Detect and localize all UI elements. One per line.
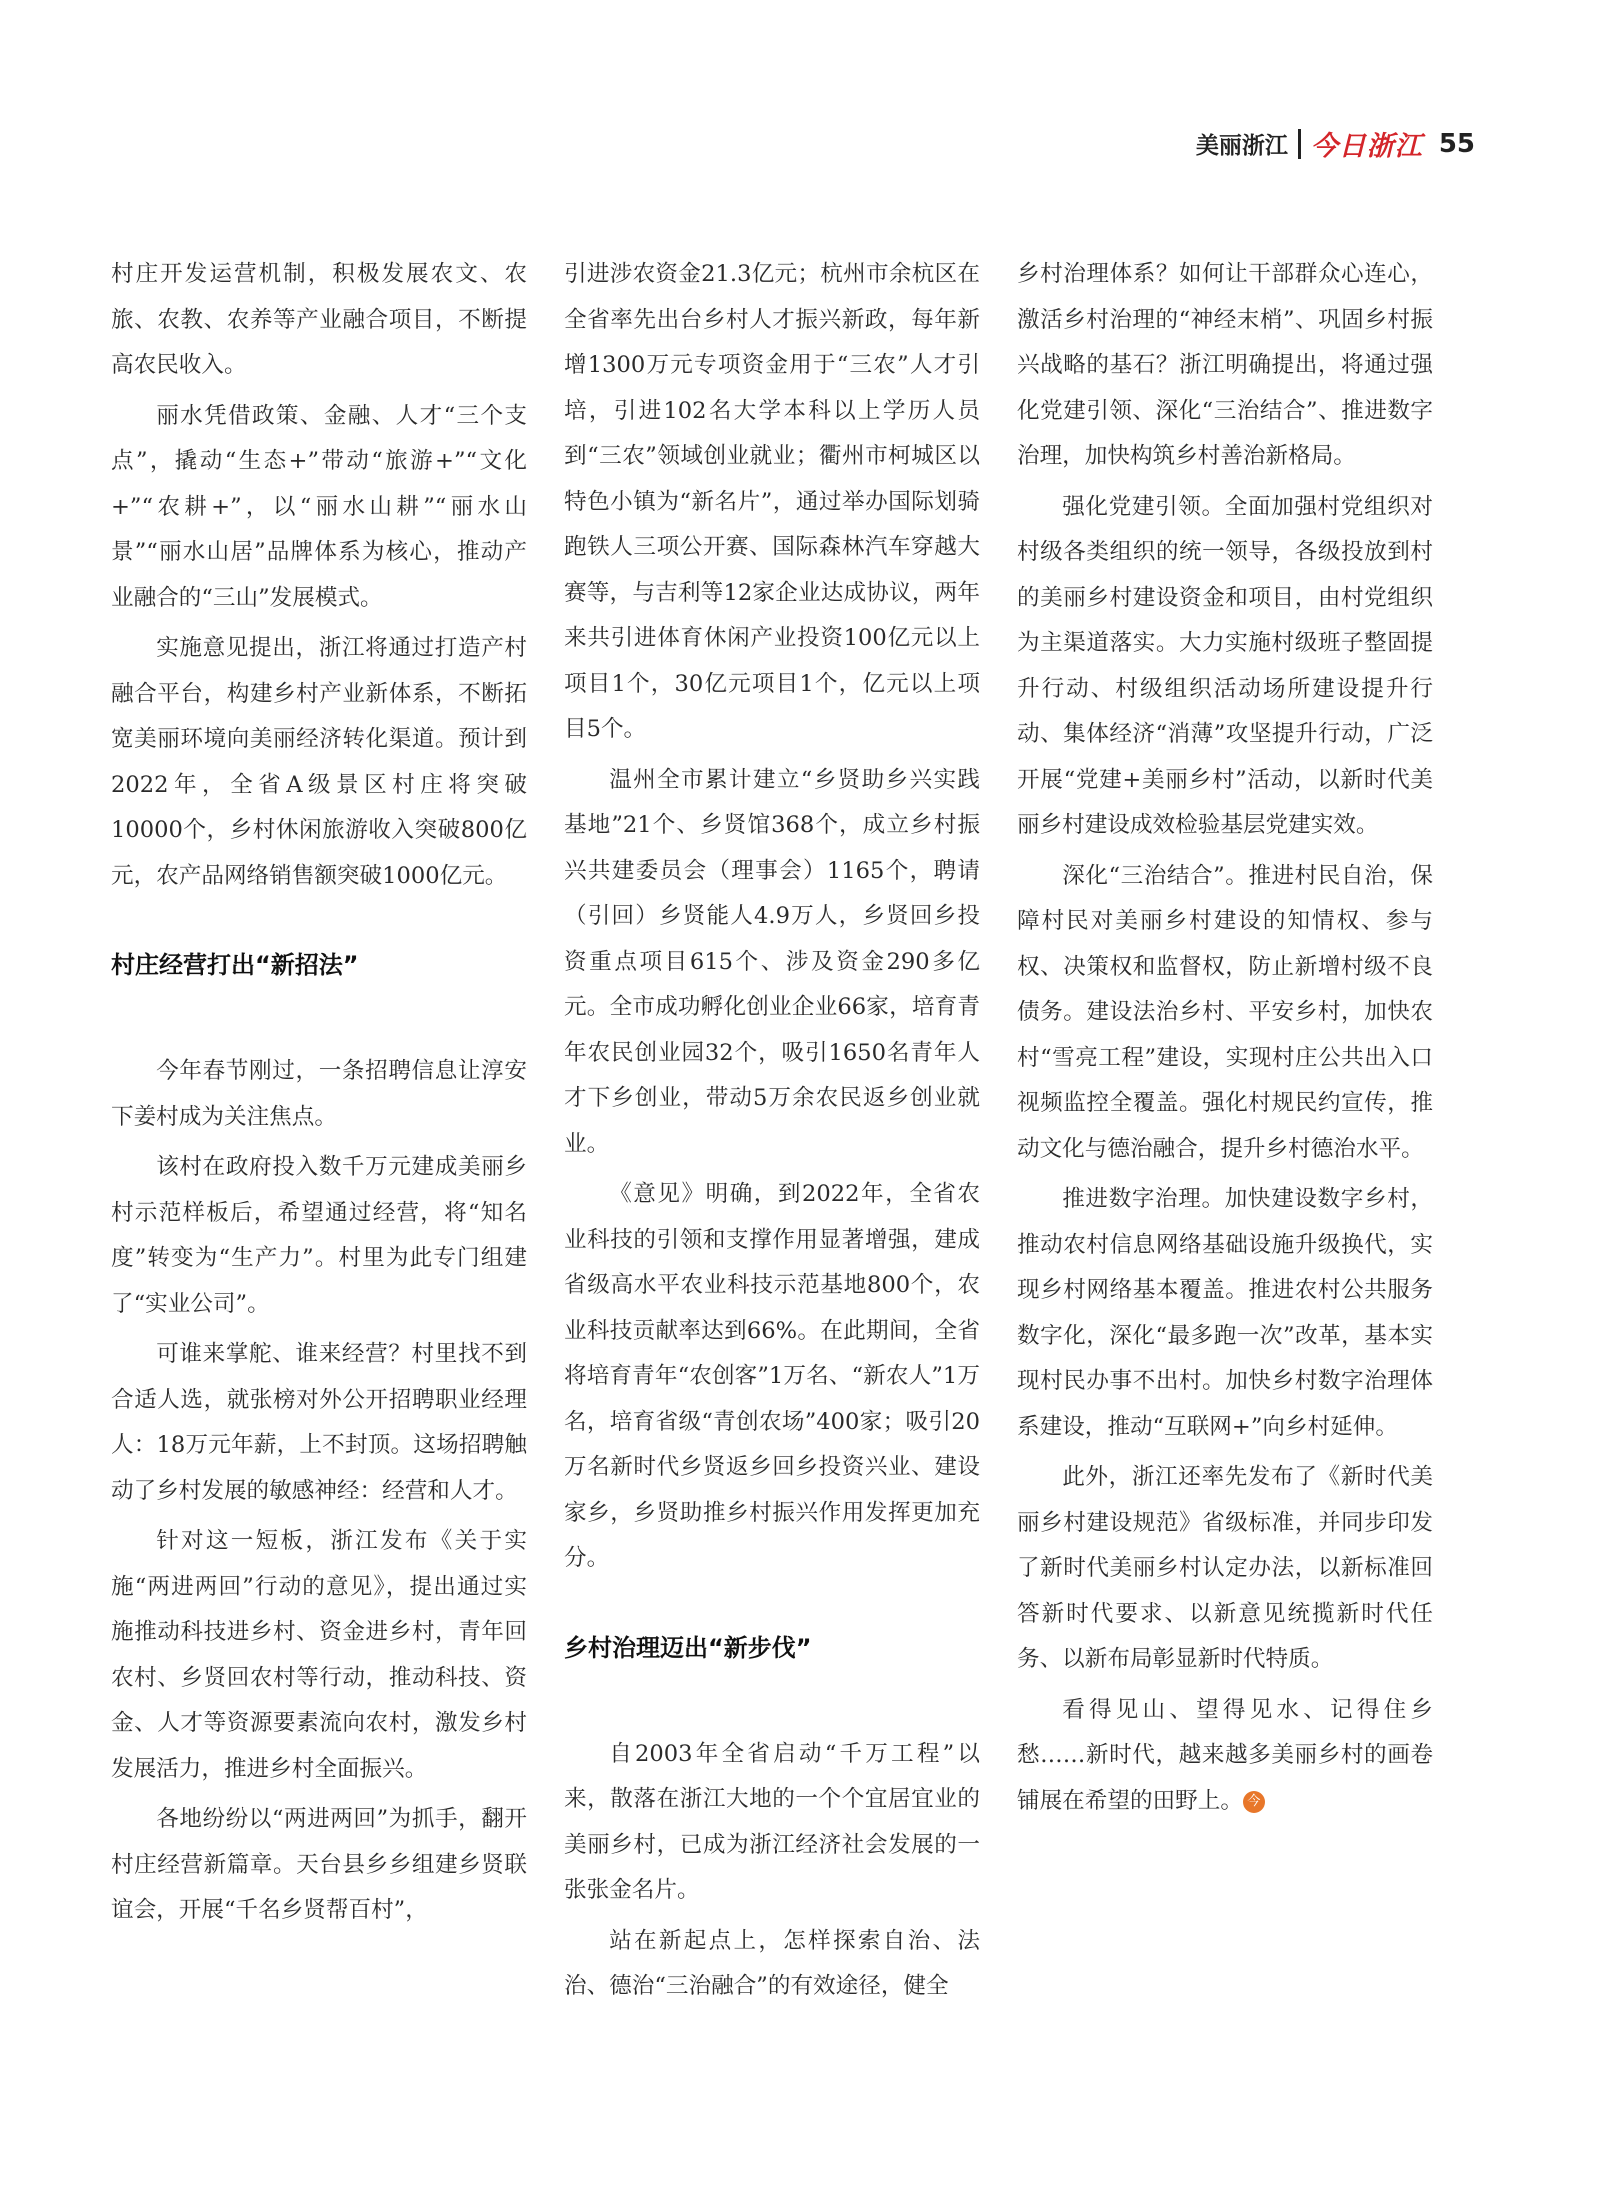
paragraph: 针对这一短板，浙江发布《关于实施“两进两回”行动的意见》，提出通过实施推动科技进乡村、资金进乡村，青年回农村、乡贤回农村等行动，推动科技、资金、人才等资源要素流向农村，激发乡村发展活力，推进乡村全面振兴。 xyxy=(111,1528,527,1782)
paragraph: 深化“三治结合”。推进村民自治，保障村民对美丽乡村建设的知情权、参与权、决策权和监督权，防止新增村级不良债务。建设法治乡村、平安乡村，加快农村“雪亮工程”建设，实现村庄公共出入口视频监控全覆盖。强化村规民约宣传，推动文化与德治融合，提升乡村德治水平。 xyxy=(1017,862,1433,1162)
article-column-1 xyxy=(111,252,527,1939)
paragraph: 自2003年全省启动“千万工程”以来，散落在浙江大地的一个个宜居宜业的美丽乡村，已成为浙江经济社会发展的一张张金名片。 xyxy=(564,1740,980,1903)
paragraph: 该村在政府投入数千万元建成美丽乡村示范样板后，希望通过经营，将“知名度”转变为“生产力”。村里为此专门组建了“实业公司”。 xyxy=(111,1154,527,1317)
end-mark-icon: 今 xyxy=(1243,1791,1265,1813)
section-title: 美丽浙江 xyxy=(1195,133,1288,159)
paragraph: 丽水凭借政策、金融、人才“三个支点”，撬动“生态+”带动“旅游+”“文化+”“农耕+”，以“丽水山耕”“丽水山景”“丽水山居”品牌体系为核心，推动产业融合的“三山”发展模式。 xyxy=(111,402,527,611)
paragraph: 站在新起点上，怎样探索自治、法治、德治“三治融合”的有效途径，健全 xyxy=(564,1927,980,1999)
paragraph: 温州全市累计建立“乡贤助乡兴实践基地”21个、乡贤馆368个，成立乡村振兴共建委员会（理事会）1165个，聘请（引回）乡贤能人4.9万人，乡贤回乡投资重点项目615个、涉及资金290多亿元。全市成功孵化创业企业66家，培育青年农民创业园32个，吸引1650名青年人才下乡创业，带动5万余农民返乡创业就业。 xyxy=(564,766,980,1157)
paragraph: 实施意见提出，浙江将通过打造产村融合平台，构建乡村产业新体系，不断拓宽美丽环境向美丽经济转化渠道。预计到2022年，全省A级景区村庄将突破10000个，乡村休闲旅游收入突破800亿元，农产品网络销售额突破1000亿元。 xyxy=(111,635,527,889)
paragraph: 乡村治理体系？如何让干部群众心连心，激活乡村治理的“神经末梢”、巩固乡村振兴战略的基石？浙江明确提出，将通过强化党建引领、深化“三治结合”、推进数字治理，加快构筑乡村善治新格局。 xyxy=(1017,261,1433,469)
article-column-3 xyxy=(1017,252,1433,1829)
article-column-2 xyxy=(564,252,980,2015)
header-divider xyxy=(1298,129,1301,159)
section-heading: 村庄经营打出“新招法” xyxy=(111,951,359,979)
section-heading: 乡村治理迈出“新步伐” xyxy=(564,1633,812,1662)
paragraph: 各地纷纷以“两进两回”为抓手，翻开村庄经营新篇章。天台县乡乡组建乡贤联谊会，开展“千名乡贤帮百村”， xyxy=(111,1806,527,1923)
paragraph: 今年春节刚过，一条招聘信息让淳安下姜村成为关注焦点。 xyxy=(111,1058,527,1130)
page-header xyxy=(1196,124,1475,163)
paragraph: 村庄开发运营机制，积极发展农文、农旅、农教、农养等产业融合项目，不断提高农民收入。 xyxy=(111,261,527,378)
paragraph-text: 看得见山、望得见水、记得住乡愁……新时代，越来越多美丽乡村的画卷铺展在希望的田野上。 xyxy=(1017,1696,1433,1814)
paragraph: 可谁来掌舵、谁来经营？村里找不到合适人选，就张榜对外公开招聘职业经理人：18万元年薪，上不封顶。这场招聘触动了乡村发展的敏感神经：经营和人才。 xyxy=(111,1341,527,1504)
paragraph: 《意见》明确，到2022年，全省农业科技的引领和支撑作用显著增强，建成省级高水平农业科技示范基地800个，农业科技贡献率达到66%。在此期间，全省将培育青年“农创客”1万名、“新农人”1万名，培育省级“青创农场”400家；吸引20万名新时代乡贤返乡回乡投资兴业、建设家乡，乡贤助推乡村振兴作用发挥更加充分。 xyxy=(564,1181,980,1571)
paragraph: 引进涉农资金21.3亿元；杭州市余杭区在全省率先出台乡村人才振兴新政，每年新增1300万元专项资金用于“三农”人才引培，引进102名大学本科以上学历人员到“三农”领域创业就业；衢州市柯城区以特色小镇为“新名片”，通过举办国际划骑跑铁人三项公开赛、国际森林汽车穿越大赛等，与吉利等12家企业达成协议，两年来共引进体育休闲产业投资100亿元以上项目1个，30亿元项目1个，亿元以上项目5个。 xyxy=(564,261,980,742)
paragraph: 强化党建引领。全面加强村党组织对村级各类组织的统一领导，各级投放到村的美丽乡村建设资金和项目，由村党组织为主渠道落实。大力实施村级班子整固提升行动、村级组织活动场所建设提升行动、集体经济“消薄”攻坚提升行动，广泛开展“党建+美丽乡村”活动，以新时代美丽乡村建设成效检验基层党建实效。 xyxy=(1017,493,1433,838)
page-number: 55 xyxy=(1438,128,1475,159)
paragraph: 推进数字治理。加快建设数字乡村，推动农村信息网络基础设施升级换代，实现乡村网络基本覆盖。推进农村公共服务数字化，深化“最多跑一次”改革，基本实现村民办事不出村。加快乡村数字治理体系建设，推动“互联网+”向乡村延伸。 xyxy=(1017,1186,1433,1440)
magazine-logo: 今日浙江 xyxy=(1310,131,1423,162)
closing-paragraph xyxy=(1017,1688,1433,1825)
paragraph: 此外，浙江还率先发布了《新时代美丽乡村建设规范》省级标准，并同步印发了新时代美丽乡村认定办法，以新标准回答新时代要求、以新意见统揽新时代任务、以新布局彰显新时代特质。 xyxy=(1017,1464,1433,1672)
